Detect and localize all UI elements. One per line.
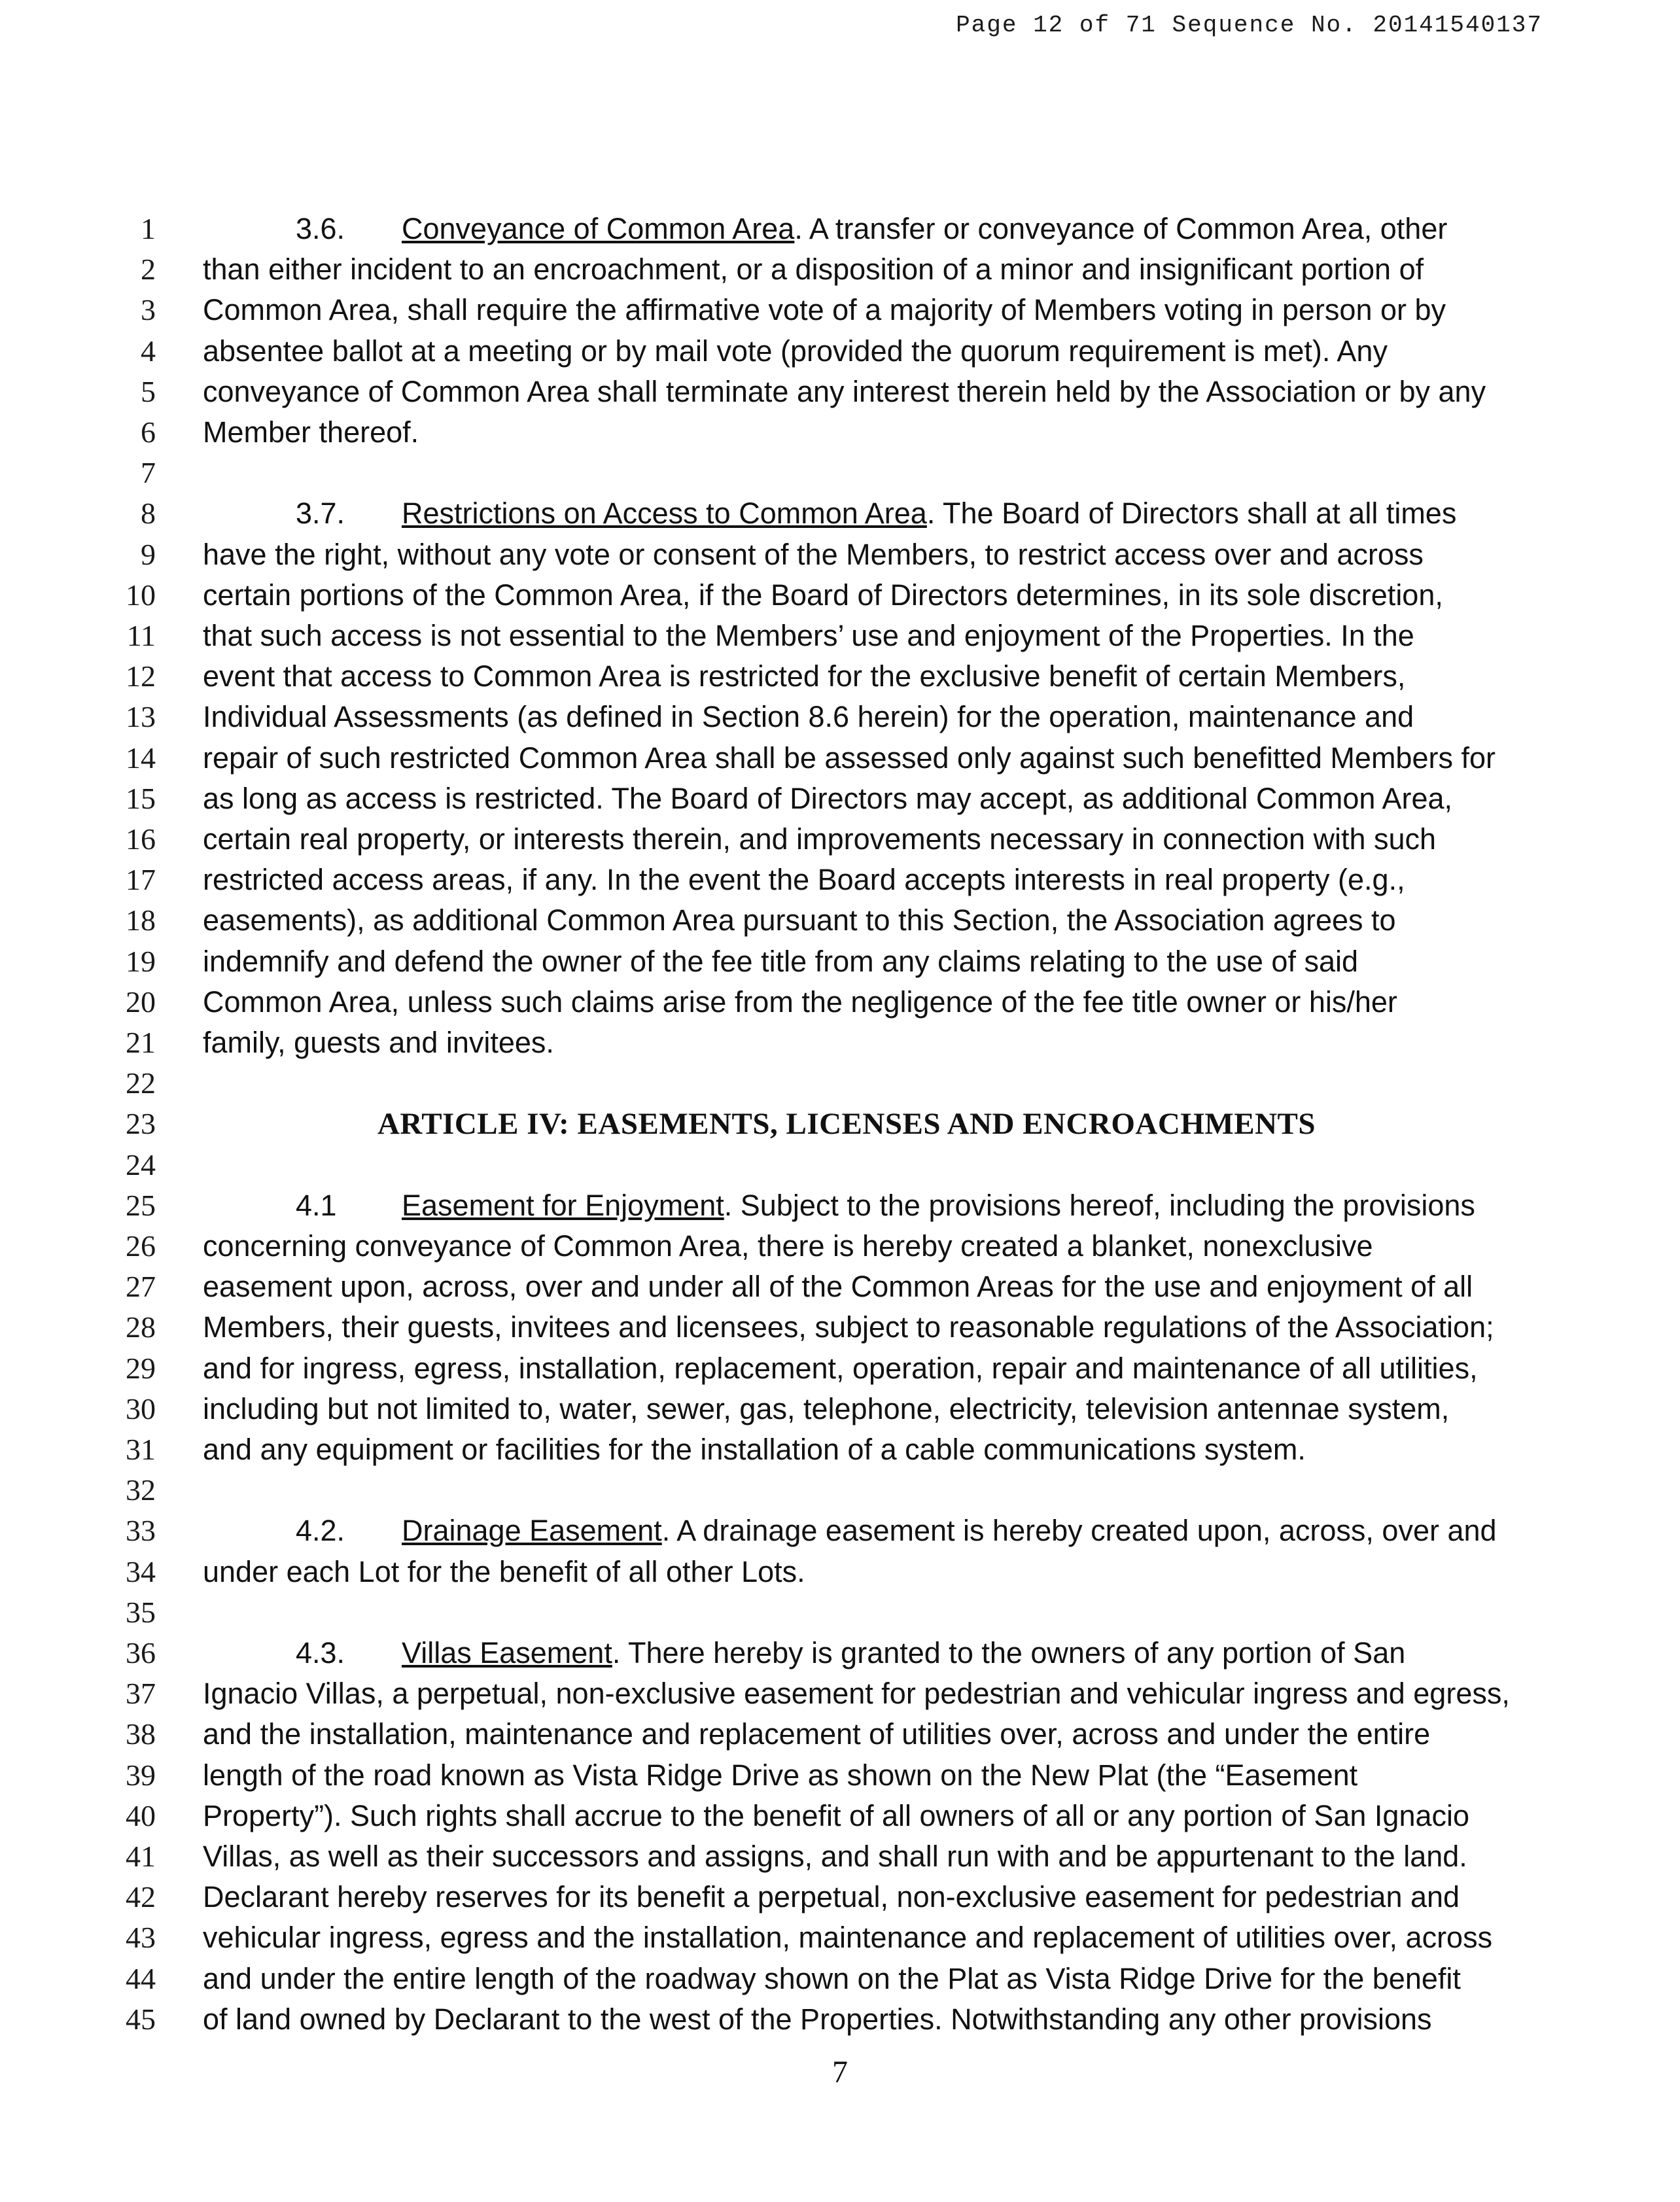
line-number: 10 (126, 578, 156, 612)
line-body: . A transfer or conveyance of Common Area, other (794, 212, 1448, 245)
line-number: 14 (126, 741, 156, 775)
page-number: 7 (832, 2055, 848, 2089)
line-text (203, 1836, 1485, 1878)
line-text (203, 534, 1485, 576)
line-body: . The Board of Directors shall at all times (926, 497, 1457, 531)
line-number: 28 (126, 1310, 156, 1344)
line-number: 43 (126, 1921, 156, 1955)
line-number: 13 (126, 700, 156, 734)
line-number: 36 (126, 1636, 156, 1669)
line-body: . A drainage easement is hereby created upon, across, over and (661, 1514, 1497, 1548)
line-text (203, 778, 1485, 820)
line-body: Common Area, shall require the affirmative vote of a majority of Members voting in person or by (203, 293, 1446, 327)
section-heading: Drainage Easement (402, 1514, 662, 1548)
line-body: Ignacio Villas, a perpetual, non-exclusive easement for pedestrian and vehicular ingress and egress, (203, 1677, 1510, 1711)
line-body: easement upon, across, over and under all of the Common Areas for the use and enjoyment of all (203, 1270, 1473, 1304)
document-line (0, 1144, 1680, 1186)
line-number: 26 (126, 1229, 156, 1263)
line-number: 35 (126, 1595, 156, 1629)
section-number: 4.2. (296, 1514, 345, 1548)
line-text (203, 371, 1485, 413)
section-number: 3.7. (296, 497, 345, 531)
document-line (0, 1510, 1680, 1552)
line-number: 2 (141, 253, 156, 287)
line-text (203, 1795, 1485, 1837)
line-number: 39 (126, 1758, 156, 1792)
line-body: conveyance of Common Area shall terminate any interest therein held by the Association or by any (203, 374, 1486, 408)
document-line (0, 1551, 1680, 1593)
line-text (203, 1225, 1485, 1267)
line-body: repair of such restricted Common Area shall be assessed only against such benefitted Members for (203, 741, 1496, 775)
line-number: 19 (126, 944, 156, 978)
document-line (0, 1306, 1680, 1348)
line-number: 37 (126, 1677, 156, 1711)
line-text (203, 289, 1485, 331)
line-text (203, 818, 1485, 860)
line-number: 32 (126, 1473, 156, 1507)
document-line (0, 330, 1680, 372)
line-text (296, 1510, 1578, 1552)
line-text (203, 1917, 1493, 1959)
line-number: 5 (141, 374, 156, 408)
line-text (296, 1185, 1578, 1227)
line-body: than either incident to an encroachment, or a disposition of a minor and insignificant portion of (203, 253, 1424, 287)
line-text (203, 1713, 1485, 1755)
line-body: of land owned by Declarant to the west of the Properties. Notwithstanding any other provisions (203, 2002, 1432, 2036)
document-line (0, 1022, 1680, 1064)
line-number: 24 (126, 1147, 156, 1181)
document-line (0, 1266, 1680, 1308)
line-body: certain portions of the Common Area, if the Board of Directors determines, in its sole discretion, (203, 578, 1443, 612)
line-text (203, 1958, 1485, 2000)
line-text (203, 941, 1485, 983)
document-line (0, 208, 1680, 250)
line-text (203, 1266, 1485, 1308)
line-text (203, 1876, 1485, 1918)
line-body: vehicular ingress, egress and the installation, maintenance and replacement of utilities over, across (203, 1921, 1493, 1955)
line-number: 23 (126, 1107, 156, 1141)
line-body: and any equipment or facilities for the installation of a cable communications system. (203, 1433, 1306, 1466)
document-line (0, 411, 1680, 453)
line-body: Members, their guests, invitees and licensees, subject to reasonable regulations of the Association; (203, 1310, 1494, 1344)
line-text (203, 1306, 1494, 1348)
line-text (203, 1755, 1485, 1796)
line-number: 27 (126, 1270, 156, 1304)
line-number: 29 (126, 1351, 156, 1385)
line-number: 31 (126, 1433, 156, 1466)
document-line (0, 615, 1680, 657)
line-text (203, 574, 1485, 616)
document-line (0, 1348, 1680, 1389)
line-text (296, 208, 1578, 250)
line-body: and the installation, maintenance and replacement of utilities over, across and under the entire (203, 1717, 1431, 1751)
line-text (296, 493, 1578, 534)
line-body: concerning conveyance of Common Area, there is hereby created a blanket, nonexclusive (203, 1229, 1373, 1263)
article-heading (0, 1103, 1680, 1145)
document-line (0, 1673, 1680, 1715)
section-heading: Villas Easement (402, 1636, 612, 1669)
line-body: that such access is not essential to the Members’ use and enjoyment of the Properties. In the (203, 619, 1414, 652)
line-body: have the right, without any vote or consent of the Members, to restrict access over and across (203, 537, 1424, 571)
line-body: indemnify and defend the owner of the fee title from any claims relating to the use of said (203, 944, 1359, 978)
line-body: certain real property, or interests therein, and improvements necessary in connection with such (203, 822, 1437, 856)
line-body: as long as access is restricted. The Board of Directors may accept, as additional Common Area, (203, 781, 1453, 815)
line-number: 20 (126, 985, 156, 1019)
line-number: 9 (141, 537, 156, 571)
document-line (0, 1795, 1680, 1837)
document-line (0, 1755, 1680, 1796)
section-heading: Restrictions on Access to Common Area (402, 497, 927, 531)
document-line (0, 818, 1680, 860)
line-text (203, 330, 1485, 372)
line-body: . There hereby is granted to the owners of any portion of San (612, 1636, 1406, 1669)
line-number: 6 (141, 415, 156, 449)
document-line (0, 1469, 1680, 1511)
line-text (203, 655, 1485, 697)
document-line (0, 1958, 1680, 2000)
line-number: 4 (141, 334, 156, 368)
document-line (0, 655, 1680, 697)
line-number: 3 (141, 293, 156, 327)
line-text (203, 1429, 1485, 1471)
line-text (203, 1999, 1485, 2040)
line-text (203, 981, 1485, 1023)
line-number: 21 (126, 1026, 156, 1059)
line-body: easements), as additional Common Area pursuant to this Section, the Association agrees to (203, 903, 1396, 937)
line-text (203, 900, 1485, 941)
document-line (0, 1713, 1680, 1755)
line-number: 11 (126, 619, 156, 652)
document-line (0, 1836, 1680, 1878)
line-body: event that access to Common Area is restricted for the exclusive benefit of certain Members, (203, 659, 1406, 693)
line-number: 12 (126, 659, 156, 693)
document-line (0, 1388, 1680, 1430)
line-body: Villas, as well as their successors and assigns, and shall run with and be appurtenant to the land. (203, 1840, 1467, 1873)
line-body: and under the entire length of the roadway shown on the Plat as Vista Ridge Drive for the benefit (203, 1961, 1461, 1995)
document-line (0, 1225, 1680, 1267)
line-text (203, 1673, 1510, 1715)
line-number: 16 (126, 822, 156, 856)
line-number: 25 (126, 1188, 156, 1222)
line-text (203, 1551, 1485, 1593)
line-text (203, 859, 1485, 901)
line-body: absentee ballot at a meeting or by mail vote (provided the quorum requirement is met). Any (203, 334, 1388, 368)
article-heading-text: ARTICLE IV: EASEMENTS, LICENSES AND ENCROACHMENTS (377, 1107, 1316, 1142)
document-line (0, 574, 1680, 616)
line-number: 34 (126, 1554, 156, 1588)
line-body: Member thereof. (203, 415, 419, 449)
line-number: 7 (141, 456, 156, 490)
line-number: 41 (126, 1840, 156, 1873)
document-line (0, 696, 1680, 738)
line-body: length of the road known as Vista Ridge Drive as shown on the New Plat (the “Easement (203, 1758, 1358, 1792)
document-line (0, 534, 1680, 576)
line-number: 42 (126, 1880, 156, 1914)
line-body: including but not limited to, water, sewer, gas, telephone, electricity, television antennae system, (203, 1391, 1450, 1425)
line-body: restricted access areas, if any. In the event the Board accepts interests in real property (e.g., (203, 863, 1405, 897)
document-line (0, 1917, 1680, 1959)
line-text (203, 411, 1485, 453)
line-number: 40 (126, 1798, 156, 1832)
document-line (0, 778, 1680, 820)
document-line (0, 941, 1680, 983)
line-body: Common Area, unless such claims arise from the negligence of the fee title owner or his/her (203, 985, 1397, 1019)
document-line (0, 452, 1680, 494)
line-number: 45 (126, 2002, 156, 2036)
section-number: 4.3. (296, 1636, 345, 1669)
line-number: 22 (126, 1066, 156, 1100)
line-text (203, 1022, 1485, 1064)
document-line (0, 1185, 1680, 1227)
line-text (203, 249, 1485, 290)
line-number: 17 (126, 863, 156, 897)
line-number: 8 (141, 497, 156, 531)
line-text (203, 615, 1485, 657)
document-line (0, 900, 1680, 941)
document-line (0, 289, 1680, 331)
document-line (0, 1876, 1680, 1918)
line-body: . Subject to the provisions hereof, including the provisions (724, 1188, 1475, 1222)
line-number: 18 (126, 903, 156, 937)
section-heading: Conveyance of Common Area (402, 212, 795, 245)
line-number: 44 (126, 1961, 156, 1995)
line-body: Property”). Such rights shall accrue to the benefit of all owners of all or any portion of San Ignacio (203, 1798, 1470, 1832)
document-line (0, 1062, 1680, 1104)
document-line (0, 1632, 1680, 1674)
line-body: and for ingress, egress, installation, replacement, operation, repair and maintenance of all utilities, (203, 1351, 1478, 1385)
line-body: under each Lot for the benefit of all other Lots. (203, 1554, 805, 1588)
document-line (0, 249, 1680, 290)
line-number: 30 (126, 1391, 156, 1425)
document-line (0, 859, 1680, 901)
document-line (0, 1592, 1680, 1634)
line-number: 15 (126, 781, 156, 815)
line-number: 38 (126, 1717, 156, 1751)
line-text (296, 1632, 1578, 1674)
section-number: 4.1 (296, 1188, 337, 1222)
document-line (0, 493, 1680, 534)
line-text (203, 1348, 1485, 1389)
line-number: 1 (141, 212, 156, 245)
document-line (0, 1103, 1680, 1145)
line-body: Individual Assessments (as defined in Section 8.6 herein) for the operation, maintenance and (203, 700, 1414, 734)
line-text (203, 696, 1485, 738)
line-number: 33 (126, 1514, 156, 1548)
document-line (0, 981, 1680, 1023)
section-number: 3.6. (296, 212, 345, 245)
line-text (203, 1388, 1485, 1430)
page-sequence-stamp: Page 12 of 71 Sequence No. 20141540137 (956, 12, 1543, 39)
section-heading: Easement for Enjoyment (402, 1188, 724, 1222)
document-line (0, 1999, 1680, 2040)
line-body: family, guests and invitees. (203, 1026, 554, 1059)
document-line (0, 737, 1680, 779)
document-line (0, 371, 1680, 413)
document-line (0, 1429, 1680, 1471)
line-body: Declarant hereby reserves for its benefit a perpetual, non-exclusive easement for pedestrian and (203, 1880, 1460, 1914)
line-text (203, 737, 1496, 779)
